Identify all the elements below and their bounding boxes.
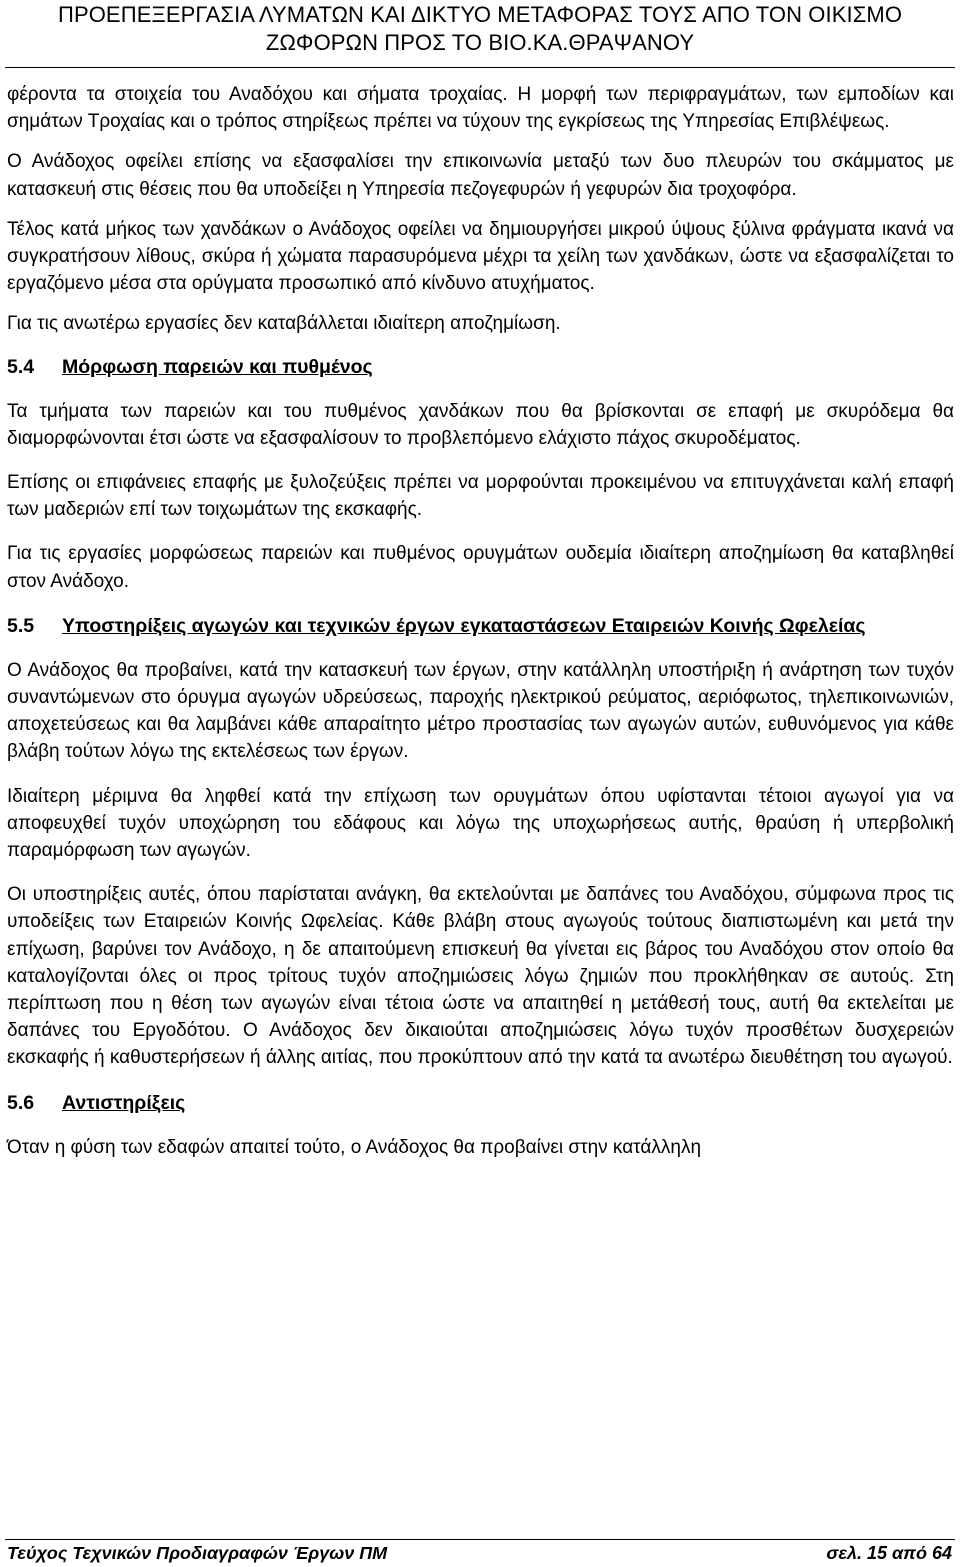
header-divider [5, 67, 955, 68]
paragraph-no-compensation: Για τις ανωτέρω εργασίες δεν καταβάλλεται ιδιαίτερη αποζημίωση. [7, 313, 561, 335]
footer-divider [5, 1539, 955, 1540]
paragraph-5-5-2: Ιδιαίτερη μέριμνα θα ληφθεί κατά την επίχωση των ορυγμάτων όπου υφίστανται τέτοιοι αγωγοί για να αποφευχθεί τυχόν υποχώρηση του εδάφους και λόγω της υποχωρήσεως αυτής, θραύση ή υπερβολική παραμόρφωση των αγωγών. [7, 785, 954, 862]
header-title-line-2: ΖΩΦΟΡΩΝ ΠΡΟΣ ΤΟ ΒΙΟ.ΚΑ.ΘΡΑΨΑΝΟΥ [265, 30, 695, 55]
paragraph-5-4-1: Τα τμήματα των παρειών και του πυθμένος χανδάκων που θα βρίσκονται σε επαφή με σκυρόδεμα θα διαμορφώνονται έτσι ώστε να εξασφαλίσουν το προβλεπόμενο ελάχιστο πάχος σκυροδέματος. [7, 400, 954, 449]
section-number: 5.4 [7, 355, 35, 378]
page-footer [7, 1541, 952, 1565]
paragraph-5-5-1: Ο Ανάδοχος θα προβαίνει, κατά την κατασκευή των έργων, στην κατάλληλη υποστήριξη ή ανάρτηση των τυχόν συναντώμενων στο όρυγμα αγωγών υδρεύσεως, παροχής ηλεκτρικού ρεύματος, αεριόφωτος, τηλεπικοινωνιών, αποχετεύσεως και θα λαμβάνει κάθε απαραίτητο μέτρο προστασίας των αγωγών αυτών, ευθυνόμενος για κάθε βλάβη τούτων λόγω της εκτελέσεως των έργων. [7, 659, 954, 763]
section-heading-5-4 [7, 353, 954, 381]
section-heading-5-6 [7, 1089, 954, 1117]
section-title: Υποστηρίξεις αγωγών και τεχνικών έργων εγκαταστάσεων Εταιρειών Κοινής Ωφελείας [62, 614, 866, 637]
footer-document-title: Τεύχος Τεχνικών Προδιαγραφών Έργων ΠΜ [7, 1543, 388, 1563]
document-body [7, 81, 954, 1161]
section-title: Μόρφωση παρειών και πυθμένος [62, 355, 373, 378]
footer-page-number: σελ. 15 από 64 [826, 1543, 952, 1563]
paragraph-5-4-2: Επίσης οι επιφάνειες επαφής με ξυλοζεύξεις πρέπει να μορφούνται προκειμένου να επιτυγχάνεται καλή επαφή των μαδεριών επί των τοιχωμάτων της εκσκαφής. [7, 472, 954, 521]
header-title-line-1: ΠΡΟΕΠΕΞΕΡΓΑΣΙΑ ΛΥΜΑΤΩΝ ΚΑΙ ΔΙΚΤΥΟ ΜΕΤΑΦΟΡΑΣ ΤΟΥΣ ΑΠΟ ΤΟΝ ΟΙΚΙΣΜΟ [57, 2, 903, 27]
paragraph-continuation: φέροντα τα στοιχεία του Αναδόχου και σήματα τροχαίας. Η μορφή των περιφραγμάτων, των εμποδίων και σημάτων Τροχαίας και ο τρόπος στηρίξεως πρέπει να τύχουν της εγκρίσεως της Υπηρεσίας Επιβλέψεως. [7, 84, 954, 133]
paragraph-5-5-3: Οι υποστηρίξεις αυτές, όπου παρίσταται ανάγκη, θα εκτελούνται με δαπάνες του Αναδόχου, σύμφωνα προς τις υποδείξεις των Εταιρειών Κοινής Ωφελείας. Κάθε βλάβη στους αγωγούς τούτους διαπιστωμένη και μετά την επίχωση, βαρύνει τον Ανάδοχο, η δε απαιτούμενη επισκευή θα γίνεται εις βάρος του Αναδόχου στον οποίο θα καταλογίζονται όλες οι προς τρίτους τυχόν αποζημιώσεις λόγω ζημιών που προκλήθηκαν σε αυτούς. Στη περίπτωση που η θέση των αγωγών είναι τέτοια ώστε να απαιτηθεί η μετάθεσή τους, αυτή θα εκτελείται με δαπάνες του Εργοδότου. Ο Ανάδοχος δεν δικαιούται αποζημιώσεις λόγω τυχόν προσθέτων δυσχερειών εκσκαφής ή καθυστερήσεων ή άλλης αιτίας, που προκύπτουν από την κατά τα ανωτέρω διευθέτηση του αγωγού. [7, 884, 954, 1069]
paragraph-5-6-1: Όταν η φύση των εδαφών απαιτεί τούτο, ο Ανάδοχος θα προβαίνει στην κατάλληλη [7, 1136, 702, 1158]
paragraph-communication: Ο Ανάδοχος οφείλει επίσης να εξασφαλίσει την επικοινωνία μεταξύ των δυο πλευρών του σκάμματος με κατασκευή στις θέσεις που θα υποδείξει η Υπηρεσία πεζογεφυρών ή γεφυρών δια τροχοφόρα. [7, 151, 954, 200]
section-number: 5.5 [7, 614, 35, 637]
paragraph-barriers: Τέλος κατά μήκος των χανδάκων ο Ανάδοχος οφείλει να δημιουργήσει μικρού ύψους ξύλινα φράγματα ικανά να συγκρατήσουν λίθους, σκύρα ή χώματα παρασυρόμενα μέχρι τα χείλη των χανδάκων, ώστε να εξασφαλίζεται το εργαζόμενο μέσα στα ορύγματα προσωπικό από κίνδυνο ατυχήματος. [7, 218, 954, 295]
page-header [0, 0, 960, 75]
paragraph-5-4-3: Για τις εργασίες μορφώσεως παρειών και πυθμένος ορυγμάτων ουδεμία ιδιαίτερη αποζημίωση θα καταβληθεί στον Ανάδοχο. [7, 543, 954, 592]
section-heading-5-5 [7, 612, 954, 640]
section-title: Αντιστηρίξεις [62, 1091, 186, 1114]
section-number: 5.6 [7, 1091, 35, 1114]
